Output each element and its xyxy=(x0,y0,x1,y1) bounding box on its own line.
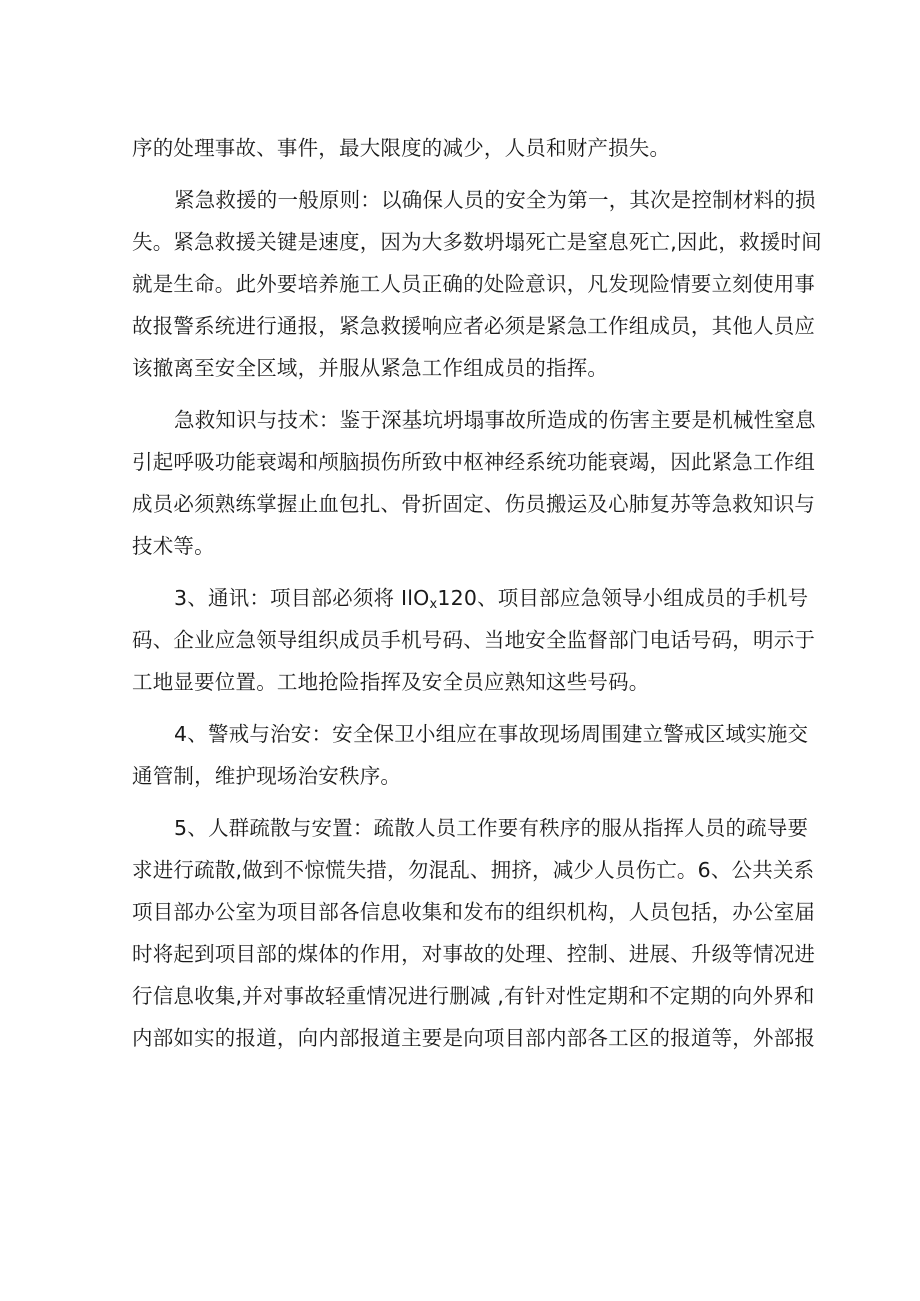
text-line: 工地显要位置。工地抢险指挥及安全员应熟知这些号码。 xyxy=(132,670,650,694)
text-line: 失。紧急救援关键是速度，因为大多数坍塌死亡是窒息死亡,因此，救援时间 xyxy=(132,230,822,254)
text-line: 项目部办公室为项目部各信息收集和发布的组织机构，人员包括，办公室届 xyxy=(132,900,816,924)
text-line: 成员必须熟练掌握止血包扎、骨折固定、伤员搬运及心肺复苏等急救知识与 xyxy=(132,492,816,516)
text-line: 码、企业应急领导组织成员手机号码、当地安全监督部门电话号码，明示于 xyxy=(132,628,816,652)
text-line: 行信息收集,并对事故轻重情况进行删减 ,有针对性定期和不定期的向外界和 xyxy=(132,984,815,1008)
text-line: 5、人群疏散与安置：疏散人员工作要有秩序的服从指挥人员的疏导要 xyxy=(174,816,809,840)
text-line: 通管制，维护现场治安秩序。 xyxy=(132,764,402,788)
text-line: 急救知识与技术：鉴于深基坑坍塌事故所造成的伤害主要是机械性窒息 xyxy=(174,408,816,432)
text-line: 引起呼吸功能衰竭和颅脑损伤所致中枢神经系统功能衰竭，因此紧急工作组 xyxy=(132,450,816,474)
text-line: 内部如实的报道，向内部报道主要是向项目部内部各工区的报道等，外部报 xyxy=(132,1026,816,1050)
text-line: 时将起到项目部的煤体的作用，对事故的处理、控制、进展、升级等情况进 xyxy=(132,942,816,966)
text-line: 就是生命。此外要培养施工人员正确的处险意识，凡发现险情要立刻使用事 xyxy=(132,272,816,296)
text-line: 求进行疏散,做到不惊慌失措，勿混乱、拥挤，减少人员伤亡。6、公共关系 xyxy=(132,858,815,882)
subscript-x: x xyxy=(429,597,438,612)
text-line: 序的处理事故、事件，最大限度的减少，人员和财产损失。 xyxy=(132,136,671,160)
text-line: 紧急救援的一般原则：以确保人员的安全为第一，其次是控制材料的损 xyxy=(174,188,816,212)
text-line: 3、通讯：项目部必须将 IlO$_x$120、项目部应急领导小组成员的手机号 xyxy=(174,586,809,612)
text-line: 故报警系统进行通报，紧急救援响应者必须是紧急工作组成员，其他人员应 xyxy=(132,314,816,338)
text-line: 4、警戒与治安：安全保卫小组应在事故现场周围建立警戒区域实施交 xyxy=(174,722,809,746)
text-line: 该撤离至安全区域，并服从紧急工作组成员的指挥。 xyxy=(132,356,609,380)
text-line: 技术等。 xyxy=(132,534,215,558)
